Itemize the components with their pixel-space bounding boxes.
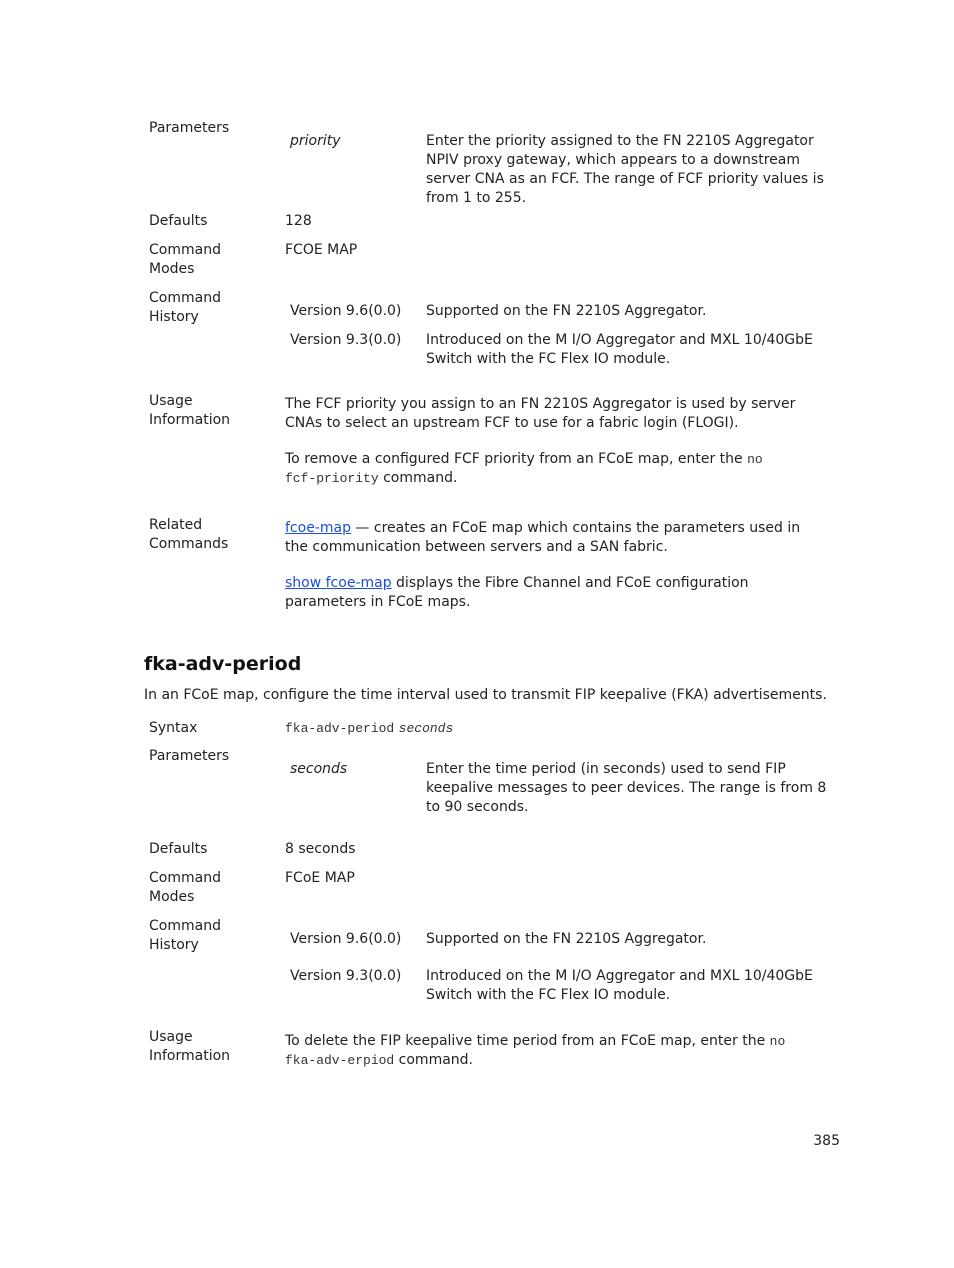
related-text: displays the Fibre Channel and FCoE configuration parameters in FCoE maps. [285,575,749,610]
section-title: fka-adv-period [144,653,302,675]
defaults-label: Defaults [149,213,208,229]
usage-paragraph: The FCF priority you assign to an FN 2210S Aggregator is used by server CNAs to select an upstream FCF to use for a fabric login (FLOGI). [285,396,796,431]
param-desc-seconds: Enter the time period (in seconds) used to send FIP keepalive messages to peer devices. The range is from 8 to 90 seconds. [426,761,827,815]
inline-code: no fcf-priority [285,452,763,486]
defaults-value: 8 seconds [285,841,356,857]
history-desc: Introduced on the M I/O Aggregator and MXL 10/40GbE Switch with the FC Flex IO module. [426,332,813,367]
history-version: Version 9.6(0.0) [290,303,402,319]
param-name-seconds: seconds [290,761,348,777]
syntax-argument: seconds [398,721,454,736]
command-modes-label: Command Modes [149,870,221,905]
history-desc: Introduced on the M I/O Aggregator and MXL 10/40GbE Switch with the FC Flex IO module. [426,968,813,1003]
syntax-command: fka-adv-period [285,721,395,736]
usage-paragraph-remove [285,450,795,488]
usage-information-label: Usage Information [149,393,231,428]
related-item [285,519,815,557]
defaults-value: 128 [285,213,312,229]
command-modes-label: Command Modes [149,242,221,277]
syntax-value [285,719,830,738]
related-item [285,574,830,612]
usage-text: To delete the FIP keepalive time period from an FCoE map, enter the [285,1033,770,1049]
inline-code: no fka-adv-erpiod [285,1034,786,1068]
usage-text: command. [378,470,458,486]
command-history-label: Command History [149,918,221,953]
history-version: Version 9.3(0.0) [290,968,402,984]
command-modes-value: FCOE MAP [285,242,358,258]
usage-paragraph [285,1032,810,1070]
command-modes-value: FCoE MAP [285,870,355,886]
command-history-label: Command History [149,290,221,325]
param-name-priority: priority [290,133,341,149]
show-fcoe-map-link[interactable]: show fcoe-map [285,575,392,591]
usage-information-label: Usage Information [149,1029,231,1064]
usage-text: command. [394,1052,473,1068]
page-number: 385 [813,1133,840,1149]
related-text: — creates an FCoE map which contains the parameters used in the communication between servers and a SAN fabric. [285,520,801,555]
history-version: Version 9.3(0.0) [290,332,402,348]
related-commands-label: Related Commands [149,517,229,552]
history-version: Version 9.6(0.0) [290,931,402,947]
defaults-label: Defaults [149,841,208,857]
fcoe-map-link[interactable]: fcoe-map [285,520,351,536]
param-desc-priority: Enter the priority assigned to the FN 2210S Aggregator NPIV proxy gateway, which appears to a downstream server CNA as an FCF. The range of FCF priority values is from 1 to 255. [426,133,824,206]
section-intro: In an FCoE map, configure the time interval used to transmit FIP keepalive (FKA) advertisements. [144,687,827,703]
syntax-label: Syntax [149,720,198,736]
usage-text: To remove a configured FCF priority from an FCoE map, enter the [285,451,748,467]
history-desc: Supported on the FN 2210S Aggregator. [426,303,707,319]
parameters-label: Parameters [149,748,230,764]
history-desc: Supported on the FN 2210S Aggregator. [426,931,707,947]
parameters-label: Parameters [149,120,230,136]
